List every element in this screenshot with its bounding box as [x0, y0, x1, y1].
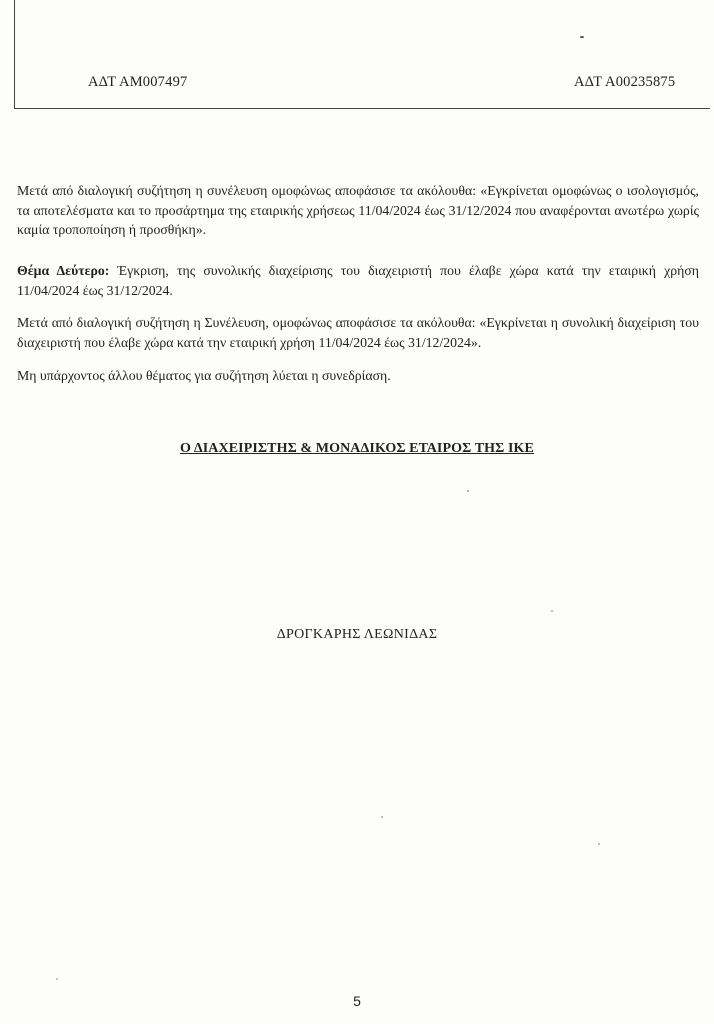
topic-two-label: Θέμα Δεύτερο: — [17, 263, 110, 278]
id-card-left: ΑΔΤ ΑΜ007497 — [88, 74, 188, 90]
topic-two-text: Έγκριση, της συνολικής διαχείρισης του διαχειριστή που έλαβε χώρα κατά την εταιρική χρήση 11/04/2024 έως 31/12/2024. — [17, 263, 699, 298]
scan-mark — [381, 816, 383, 818]
scan-mark — [467, 490, 469, 492]
id-card-right: ΑΔΤ Α00235875 — [574, 74, 676, 90]
header-box — [14, 0, 710, 109]
signature-heading: Ο ΔΙΑΧΕΙΡΙΣΤΗΣ & ΜΟΝΑΔΙΚΟΣ ΕΤΑΙΡΟΣ ΤΗΣ ΙΚΕ — [180, 441, 534, 456]
paragraph-approval-balance-sheet: Μετά από διαλογική συζήτηση η συνέλευση ομοφώνως αποφάσισε τα ακόλουθα: «Εγκρίνεται ομοφώνως ο ισολογισμός, τα αποτελέσματα και το προσάρτημα της εταιρικής χρήσεως 11/04/2024 έως 31/12/2024 που αναφέρονται ανωτέρω χωρίς καμία τροποποίηση ή προσθήκη». — [17, 183, 699, 237]
paragraph-closing: Μη υπάρχοντος άλλου θέματος για συζήτηση λύεται η συνεδρίαση. — [17, 368, 391, 383]
scan-mark — [56, 978, 58, 980]
scan-mark — [580, 36, 584, 38]
scan-mark — [551, 610, 553, 612]
page-number: 5 — [353, 993, 361, 1009]
scan-mark — [598, 843, 600, 845]
paragraph-approval-management: Μετά από διαλογική συζήτηση η Συνέλευση, ομοφώνως αποφάσισε τα ακόλουθα: «Εγκρίνεται η συνολική διαχείριση του διαχειριστή που έλαβε χώρα κατά την εταιρική χρήση 11/04/2024 έως 31/12/2024». — [17, 315, 699, 350]
signer-name: ΔΡΟΓΚΑΡΗΣ ΛΕΩΝΙΔΑΣ — [276, 627, 438, 642]
paragraph-topic-two — [17, 261, 699, 300]
